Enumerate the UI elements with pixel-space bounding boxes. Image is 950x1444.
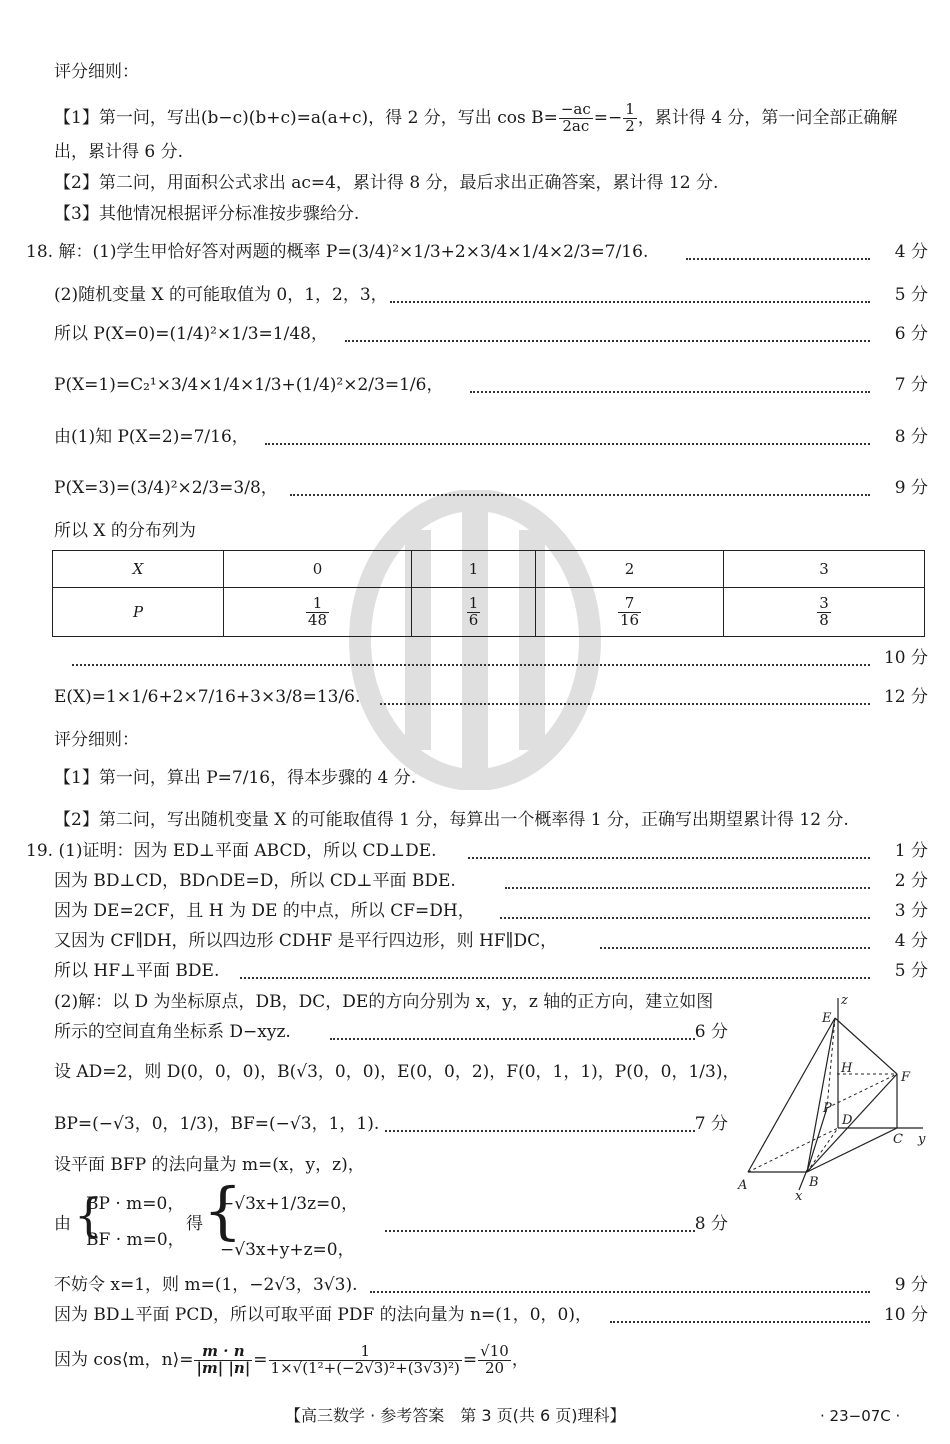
q19-line-9: BP=(−√3，0，1/3)，BF=(−√3，1，1). (54, 1114, 380, 1134)
q19-line-7: 所示的空间直角坐标系 D−xyz. (54, 1022, 291, 1042)
figure-label: A (738, 1178, 748, 1193)
score: 1 分 (894, 841, 928, 861)
q19-line-10: 设平面 BFP 的法向量为 m=(x，y，z)， (54, 1155, 365, 1175)
q19-line-5: 所以 HF⊥平面 BDE. (54, 961, 220, 981)
score: 7 分 (694, 1114, 728, 1134)
figure-label: E (822, 1011, 832, 1026)
table-cell: $\frac{3}{8}$ (724, 588, 925, 637)
figure-label: D (842, 1113, 853, 1128)
figure-label: B (809, 1175, 819, 1190)
score: 5 分 (894, 285, 928, 305)
score: 7 分 (894, 375, 928, 395)
q19-line-6: (2)解：以 D 为坐标原点，DB，DC，DE的方向分别为 x，y，z 轴的正方向，建立如图 (54, 992, 714, 1012)
q19-line-13: 因为 BD⊥平面 PCD，所以可取平面 PDF 的法向量为 n=(1，0，0)， (54, 1305, 592, 1325)
hidden-edge (748, 1128, 838, 1172)
table-cell: 3 (724, 551, 925, 588)
rule-17-1-cont: 出，累计得 6 分. (54, 142, 184, 162)
table-cell: 0 (224, 551, 412, 588)
q19-line-8: 设 AD=2，则 D(0，0，0)，B(√3，0，0)，E(0，0，2)，F(0，1，1)，P(0，0，1/3)， (54, 1062, 740, 1082)
q18-line-2: (2)随机变量 X 的可能取值为 0，1，2，3， (54, 285, 388, 305)
system-right-1: −√3x+1/3z=0， (220, 1194, 359, 1214)
distribution-table (52, 550, 925, 637)
score: 12 分 (883, 687, 928, 707)
score: 6 分 (894, 324, 928, 344)
figure-label: z (841, 993, 848, 1008)
figure-label: x (795, 1189, 803, 1200)
table-cell: $\frac{1}{6}$ (411, 588, 535, 637)
rules-heading-17: 评分细则： (54, 62, 139, 82)
fraction: $\frac{-ac}{2ac}$ (560, 100, 591, 135)
q18-line-5: 由(1)知 P(X=2)=7/16， (54, 427, 249, 447)
footer-center: 【高三数学 · 参考答案 第 3 页(共 6 页)理科】 (285, 1406, 626, 1425)
score: 8 分 (694, 1214, 728, 1234)
left-brace: { (203, 1174, 243, 1247)
geometry-figure (735, 990, 935, 1200)
q18-line-3: 所以 P(X=0)=(1/4)²×1/3=1/48， (54, 324, 328, 344)
q19-line-14: 因为 cos⟨m，n⟩= $\frac{m \cdot n}{|m| |n|}$ = $\frac{1}{\text{1×√(1²+(−2√3)²+(3√3)²)}}$ = $\frac{√10}{20}$ ， (54, 1342, 529, 1377)
edge (807, 1128, 897, 1172)
q19-line-2: 因为 BD⊥CD，BD∩DE=D，所以 CD⊥平面 BDE. (54, 871, 456, 891)
system-left-2: BF · m=0， (86, 1230, 185, 1250)
score: 10 分 (883, 648, 928, 668)
left-brace: { (74, 1188, 104, 1242)
score: 10 分 (883, 1305, 928, 1325)
system-right-2: −√3x+y+z=0， (220, 1240, 355, 1260)
q18-line-7: 所以 X 的分布列为 (54, 521, 196, 541)
rule-17-1: 【1】第一问，写出(b−c)(b+c)=a(a+c)，得 2 分，写出 cos B= $\frac{-ac}{2ac}$ =− $\frac{1}{2}$ ，累计得 4 分，第一问全部正确解 (54, 100, 898, 135)
table-cell: 2 (536, 551, 724, 588)
edge (807, 1018, 835, 1172)
score: 2 分 (894, 871, 928, 891)
table-cell: X (53, 551, 224, 588)
score: 3 分 (894, 901, 928, 921)
figure-label: C (893, 1132, 903, 1147)
q18-line-8: E(X)=1×1/6+2×7/16+3×3/8=13/6. (54, 687, 361, 707)
q18-line-4: P(X=1)=C₂¹×3/4×1/4×1/3+(1/4)²×2/3=1/6， (54, 375, 444, 395)
score: 6 分 (694, 1022, 728, 1042)
edge (748, 1018, 835, 1172)
rule-17-1-text: 【1】第一问，写出(b−c)(b+c)=a(a+c)，得 2 分，写出 cos B= (54, 107, 558, 128)
fraction: $\frac{√10}{20}$ (480, 1342, 509, 1377)
rule-18-1: 【1】第一问，算出 P=7/16，得本步骤的 4 分. (54, 768, 417, 788)
table-cell: 1 (411, 551, 535, 588)
table-cell: P (53, 588, 224, 637)
score: 4 分 (894, 242, 928, 262)
score: 8 分 (894, 427, 928, 447)
figure-label: F (901, 1070, 911, 1085)
rule-17-2: 【2】第二问，用面积公式求出 ac=4，累计得 8 分，最后求出正确答案，累计得 12 分. (54, 173, 719, 193)
system-mid: 得 (186, 1214, 203, 1234)
table-cell: $\frac{1}{48}$ (224, 588, 412, 637)
q18-line-6: P(X=3)=(3/4)²×2/3=3/8， (54, 478, 278, 498)
score: 9 分 (894, 1275, 928, 1295)
score: 9 分 (894, 478, 928, 498)
rule-17-3: 【3】其他情况根据评分标准按步骤给分. (54, 204, 360, 224)
score: 5 分 (894, 961, 928, 981)
q19-line-3: 因为 DE=2CF，且 H 为 DE 的中点，所以 CF=DH， (54, 901, 475, 921)
figure-label: H (841, 1061, 853, 1076)
q18-line-1: 18. 解：(1)学生甲恰好答对两题的概率 P=(3/4)²×1/3+2×3/4×1/4×2/3=7/16. (26, 242, 649, 262)
x-axis (799, 1170, 807, 1190)
figure-label: P (823, 1101, 832, 1116)
rule-18-2: 【2】第二问，写出随机变量 X 的可能取值得 1 分，每算出一个概率得 1 分，正确写出期望累计得 12 分. (54, 810, 849, 830)
q19-line-1: 19. (1)证明：因为 ED⊥平面 ABCD，所以 CD⊥DE. (26, 841, 437, 861)
hidden-edge (807, 1128, 838, 1172)
score: 4 分 (894, 931, 928, 951)
rules-heading-18: 评分细则： (54, 730, 139, 750)
fraction: $\frac{1}{\text{1×√(1²+(−2√3)²+(3√3)²)}}$ (270, 1342, 460, 1377)
table-row (53, 588, 925, 637)
fraction: $\frac{1}{2}$ (625, 100, 635, 135)
table-row (53, 551, 925, 588)
system-left-1: BP · m=0， (86, 1194, 185, 1214)
table-cell: $\frac{7}{16}$ (536, 588, 724, 637)
q19-line-4: 又因为 CF∥DH，所以四边形 CDHF 是平行四边形，则 HF∥DC， (54, 931, 558, 951)
hidden-edge (827, 1018, 835, 1108)
fraction: $\frac{m \cdot n}{|m| |n|}$ (196, 1342, 251, 1377)
footer-right: · 23−07C · (820, 1407, 901, 1425)
system-prefix: 由 (54, 1214, 71, 1234)
figure-label: y (918, 1132, 926, 1147)
q19-line-12: 不妨令 x=1，则 m=(1，−2√3，3√3). (54, 1275, 358, 1295)
watermark-logo (345, 490, 605, 790)
